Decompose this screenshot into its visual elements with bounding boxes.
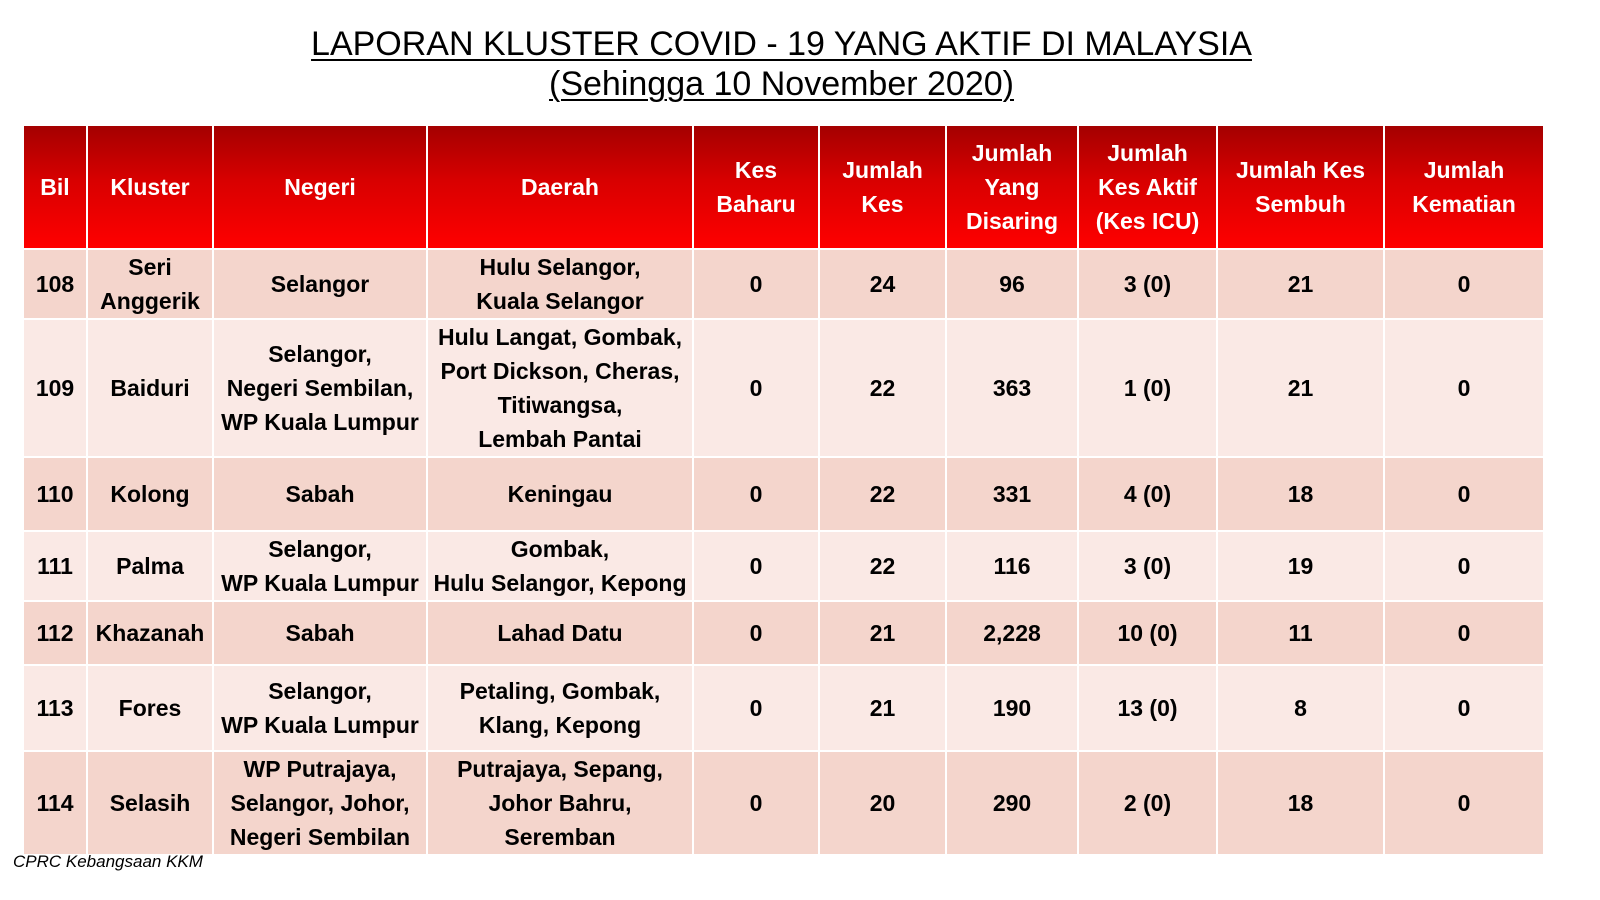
cell-daerah [427, 457, 693, 531]
header-daerah [427, 125, 693, 249]
cell-kes-baharu: 0 [693, 601, 819, 665]
cell-aktif-icu: 13 (0) [1078, 665, 1217, 751]
cell-line: Baiduri [110, 375, 190, 401]
cell-negeri [213, 665, 427, 751]
cell-line: Fores [118, 695, 182, 721]
cell-daerah [427, 249, 693, 319]
cell-line: WP Kuala Lumpur [221, 570, 419, 596]
cell-kes-baharu: 0 [693, 249, 819, 319]
header-line: Jumlah Kes [1235, 157, 1366, 183]
table-body [23, 249, 1544, 855]
cell-jumlah-kes: 20 [819, 751, 946, 855]
cell-line: Hulu Selangor, [479, 254, 641, 280]
cell-kluster [87, 531, 213, 601]
cell-kematian: 0 [1384, 457, 1544, 531]
cell-line: Selangor, Johor, [230, 790, 410, 816]
cell-bil: 111 [23, 531, 87, 601]
header-line: Kes Aktif [1098, 174, 1197, 200]
cell-line: Petaling, Gombak, [459, 678, 661, 704]
cell-line: Kuala Selangor [476, 288, 644, 314]
cell-negeri [213, 751, 427, 855]
cell-negeri [213, 601, 427, 665]
cell-kes-baharu: 0 [693, 751, 819, 855]
cell-sembuh: 18 [1217, 457, 1384, 531]
cell-sembuh: 21 [1217, 249, 1384, 319]
cell-negeri [213, 319, 427, 457]
table-row [23, 531, 1544, 601]
cell-bil: 108 [23, 249, 87, 319]
cell-kluster [87, 249, 213, 319]
title-line-2: (Sehingga 10 November 2020) [549, 65, 1014, 103]
cell-line: Negeri Sembilan, [226, 375, 414, 401]
cell-aktif-icu: 3 (0) [1078, 249, 1217, 319]
source-footer: CPRC Kebangsaan KKM [13, 852, 203, 871]
cell-negeri [213, 457, 427, 531]
cell-kluster [87, 457, 213, 531]
cell-bil: 112 [23, 601, 87, 665]
cell-kematian: 0 [1384, 665, 1544, 751]
header-jumlah-kes-sembuh [1217, 125, 1384, 249]
cell-line: Khazanah [95, 620, 205, 646]
cell-disaring: 363 [946, 319, 1078, 457]
cell-line: Negeri Sembilan [229, 824, 411, 850]
table-row [23, 665, 1544, 751]
cell-line: Kolong [110, 481, 190, 507]
cell-line: Sabah [285, 481, 355, 507]
header-line: Jumlah [1423, 157, 1505, 183]
header-kluster [87, 125, 213, 249]
cell-line: Keningau [507, 481, 613, 507]
cell-kluster [87, 665, 213, 751]
header-negeri [213, 125, 427, 249]
header-bil [23, 125, 87, 249]
title-line-1: LAPORAN KLUSTER COVID - 19 YANG AKTIF DI MALAYSIA [311, 25, 1252, 63]
cell-line: Palma [116, 553, 184, 579]
cell-line: Johor Bahru, [488, 790, 632, 816]
table-row [23, 601, 1544, 665]
cell-kes-baharu: 0 [693, 531, 819, 601]
table-row [23, 319, 1544, 457]
cell-line: Klang, Kepong [478, 712, 642, 738]
cell-jumlah-kes: 22 [819, 457, 946, 531]
cluster-table [22, 124, 1545, 856]
header-line: Daerah [521, 174, 599, 200]
cell-aktif-icu: 3 (0) [1078, 531, 1217, 601]
table-row [23, 249, 1544, 319]
cell-line: Seri [128, 254, 172, 280]
cell-aktif-icu: 1 (0) [1078, 319, 1217, 457]
header-line: Disaring [965, 208, 1059, 234]
header-line: Bil [40, 174, 70, 200]
cell-bil: 109 [23, 319, 87, 457]
cell-line: Selangor, [268, 536, 372, 562]
cell-kluster [87, 601, 213, 665]
cell-negeri [213, 531, 427, 601]
cell-negeri [213, 249, 427, 319]
cell-kluster [87, 319, 213, 457]
cell-disaring: 190 [946, 665, 1078, 751]
cell-line: Anggerik [100, 288, 200, 314]
header-line: Jumlah [842, 157, 923, 183]
cell-sembuh: 8 [1217, 665, 1384, 751]
cell-line: Hulu Langat, Gombak, [437, 324, 683, 350]
cell-disaring: 2,228 [946, 601, 1078, 665]
cell-daerah [427, 601, 693, 665]
cell-line: Selangor, [268, 341, 372, 367]
cell-daerah [427, 665, 693, 751]
cell-jumlah-kes: 22 [819, 531, 946, 601]
header-jumlah-kes [819, 125, 946, 249]
cell-bil: 110 [23, 457, 87, 531]
header-line: Kematian [1412, 191, 1516, 217]
cell-line: Lembah Pantai [478, 426, 642, 452]
cell-bil: 114 [23, 751, 87, 855]
cell-line: Putrajaya, Sepang, [457, 756, 663, 782]
cell-sembuh: 19 [1217, 531, 1384, 601]
cell-daerah [427, 751, 693, 855]
cell-line: WP Putrajaya, [243, 756, 397, 782]
cell-kes-baharu: 0 [693, 457, 819, 531]
cell-disaring: 331 [946, 457, 1078, 531]
cell-line: Port Dickson, Cheras, [440, 358, 680, 384]
cell-sembuh: 18 [1217, 751, 1384, 855]
cell-kematian: 0 [1384, 601, 1544, 665]
cell-jumlah-kes: 21 [819, 665, 946, 751]
header-line: Kes [861, 191, 904, 217]
cell-kematian: 0 [1384, 531, 1544, 601]
table-row [23, 751, 1544, 855]
cell-kes-baharu: 0 [693, 319, 819, 457]
header-jumlah-disaring [946, 125, 1078, 249]
cell-sembuh: 11 [1217, 601, 1384, 665]
header-line: Jumlah [1107, 140, 1188, 166]
cell-line: Selasih [109, 790, 191, 816]
cell-line: WP Kuala Lumpur [221, 712, 419, 738]
cell-aktif-icu: 2 (0) [1078, 751, 1217, 855]
cell-line: Seremban [504, 824, 616, 850]
cell-line: Selangor [270, 271, 370, 297]
header-jumlah-kes-aktif [1078, 125, 1217, 249]
cell-disaring: 96 [946, 249, 1078, 319]
cell-line: Sabah [285, 620, 355, 646]
cell-line: Titiwangsa, [497, 392, 623, 418]
cell-line: Hulu Selangor, Kepong [433, 570, 687, 596]
header-line: (Kes ICU) [1095, 208, 1200, 234]
cell-jumlah-kes: 21 [819, 601, 946, 665]
cell-aktif-icu: 10 (0) [1078, 601, 1217, 665]
cell-kematian: 0 [1384, 249, 1544, 319]
cell-aktif-icu: 4 (0) [1078, 457, 1217, 531]
cell-jumlah-kes: 22 [819, 319, 946, 457]
cell-line: Selangor, [268, 678, 372, 704]
cell-line: Gombak, [510, 536, 610, 562]
cell-daerah [427, 319, 693, 457]
header-kes-baharu [693, 125, 819, 249]
header-line: Kes [734, 157, 778, 183]
cell-disaring: 290 [946, 751, 1078, 855]
cell-kematian: 0 [1384, 751, 1544, 855]
cell-jumlah-kes: 24 [819, 249, 946, 319]
cell-kluster [87, 751, 213, 855]
cell-disaring: 116 [946, 531, 1078, 601]
cell-bil: 113 [23, 665, 87, 751]
header-line: Jumlah [971, 140, 1053, 166]
cell-daerah [427, 531, 693, 601]
cell-line: WP Kuala Lumpur [221, 409, 419, 435]
header-line: Yang [984, 174, 1040, 200]
cell-kematian: 0 [1384, 319, 1544, 457]
header-line: Baharu [716, 191, 796, 217]
header-jumlah-kematian [1384, 125, 1544, 249]
report-title [0, 24, 1563, 104]
table-header-row [23, 125, 1544, 249]
cell-line: Lahad Datu [497, 620, 623, 646]
cell-kes-baharu: 0 [693, 665, 819, 751]
header-line: Sembuh [1255, 191, 1346, 217]
header-line: Negeri [284, 174, 356, 200]
header-line: Kluster [110, 174, 190, 200]
cell-sembuh: 21 [1217, 319, 1384, 457]
table-row [23, 457, 1544, 531]
